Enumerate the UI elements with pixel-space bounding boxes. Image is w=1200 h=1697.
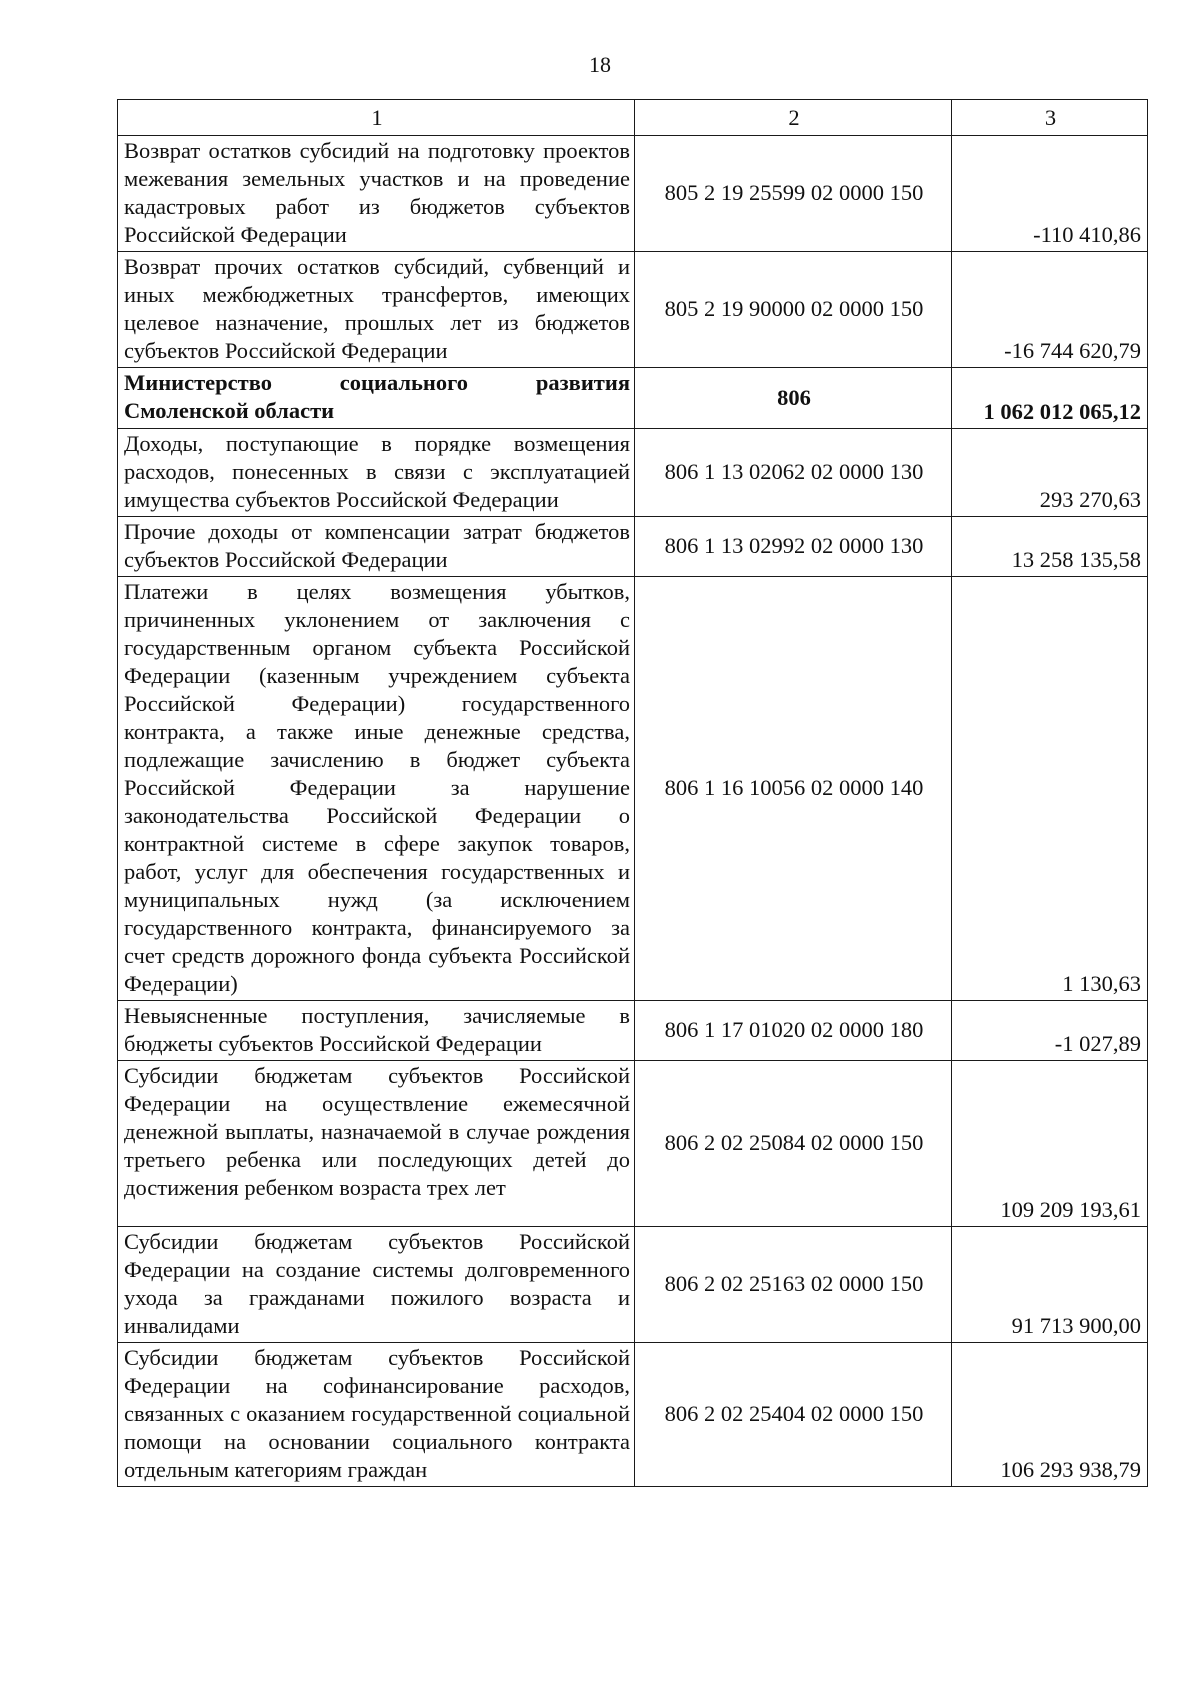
table-row-ministry	[118, 368, 1148, 429]
row-code: 805 2 19 25599 02 0000 150	[635, 136, 952, 252]
row-amount: 91 713 900,00	[952, 1227, 1148, 1343]
row-amount: -1 027,89	[952, 1001, 1148, 1061]
revenue-table	[117, 99, 1148, 1487]
row-amount: 1 130,63	[952, 577, 1148, 1001]
table-header-row	[118, 100, 1148, 136]
row-code: 806 2 02 25163 02 0000 150	[635, 1227, 952, 1343]
table-row	[118, 1343, 1148, 1487]
table-row	[118, 429, 1148, 517]
table-row	[118, 1061, 1148, 1227]
row-code: 806 1 17 01020 02 0000 180	[635, 1001, 952, 1061]
row-description: Доходы, поступающие в порядке возмещения расходов, понесенных в связи с эксплуатацией имущества субъектов Российской Федерации	[118, 429, 635, 517]
row-description: Невыясненные поступления, зачисляемые в бюджеты субъектов Российской Федерации	[118, 1001, 635, 1061]
row-amount: 106 293 938,79	[952, 1343, 1148, 1487]
table-row	[118, 136, 1148, 252]
row-amount: 1 062 012 065,12	[952, 368, 1148, 429]
column-header-2: 2	[635, 100, 952, 136]
row-description: Платежи в целях возмещения убытков, причиненных уклонением от заключения с государственным органом субъекта Российской Федерации (казенным учреждением субъекта Российской Федерации) государственного контракта, а также иные денежные средства, подлежащие зачислению в бюджет субъекта Российской Федерации за нарушение законодательства Российской Федерации о контрактной системе в сфере закупок товаров, работ, услуг для обеспечения государственных и муниципальных нужд (за исключением государственного контракта, финансируемого за счет средств дорожного фонда субъекта Российской Федерации)	[118, 577, 635, 1001]
row-code: 806	[635, 368, 952, 429]
row-description: Прочие доходы от компенсации затрат бюджетов субъектов Российской Федерации	[118, 517, 635, 577]
row-amount: 293 270,63	[952, 429, 1148, 517]
column-header-3: 3	[952, 100, 1148, 136]
table-row	[118, 577, 1148, 1001]
row-description: Субсидии бюджетам субъектов Российской Федерации на создание системы долговременного ухода за гражданами пожилого возраста и инвалидами	[118, 1227, 635, 1343]
row-description: Министерство социального развития Смоленской области	[118, 368, 635, 429]
row-amount: -110 410,86	[952, 136, 1148, 252]
page-number: 18	[589, 52, 611, 77]
row-code: 806 2 02 25084 02 0000 150	[635, 1061, 952, 1227]
row-code: 806 1 13 02992 02 0000 130	[635, 517, 952, 577]
table-row	[118, 1001, 1148, 1061]
table-row	[118, 517, 1148, 577]
row-code: 806 2 02 25404 02 0000 150	[635, 1343, 952, 1487]
row-code: 806 1 16 10056 02 0000 140	[635, 577, 952, 1001]
row-amount: -16 744 620,79	[952, 252, 1148, 368]
row-amount: 109 209 193,61	[952, 1061, 1148, 1227]
row-description: Субсидии бюджетам субъектов Российской Федерации на осуществление ежемесячной денежной выплаты, назначаемой в случае рождения третьего ребенка или последующих детей до достижения ребенком возраста трех лет	[118, 1061, 635, 1227]
row-description: Возврат прочих остатков субсидий, субвенций и иных межбюджетных трансфертов, имеющих целевое назначение, прошлых лет из бюджетов субъектов Российской Федерации	[118, 252, 635, 368]
row-description: Возврат остатков субсидий на подготовку проектов межевания земельных участков и на проведение кадастровых работ из бюджетов субъектов Российской Федерации	[118, 136, 635, 252]
row-amount: 13 258 135,58	[952, 517, 1148, 577]
table-row	[118, 252, 1148, 368]
row-code: 805 2 19 90000 02 0000 150	[635, 252, 952, 368]
row-code: 806 1 13 02062 02 0000 130	[635, 429, 952, 517]
column-header-1: 1	[118, 100, 635, 136]
table-row	[118, 1227, 1148, 1343]
row-description: Субсидии бюджетам субъектов Российской Федерации на софинансирование расходов, связанных с оказанием государственной социальной помощи на основании социального контракта отдельным категориям граждан	[118, 1343, 635, 1487]
